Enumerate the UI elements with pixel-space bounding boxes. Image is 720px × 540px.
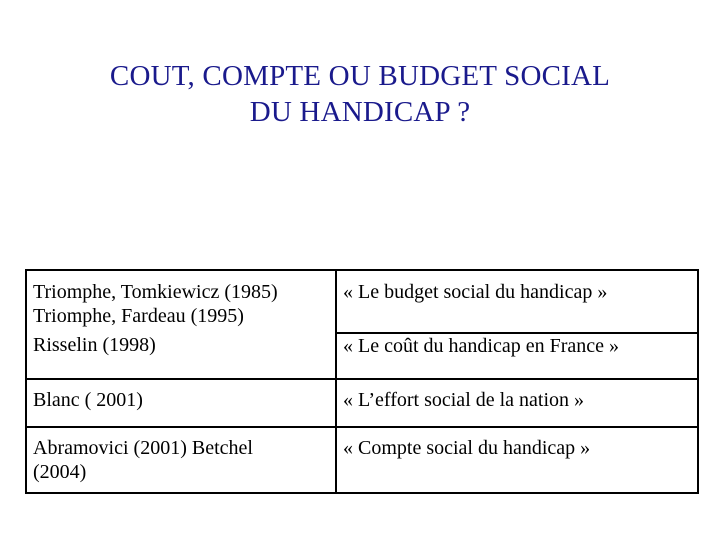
authors-cell <box>26 427 336 493</box>
author-line: Blanc ( 2001) <box>33 389 143 411</box>
report-title-cell: « Le coût du handicap en France » <box>336 333 698 379</box>
table-row <box>26 427 698 493</box>
author-line: Triomphe, Fardeau (1995) <box>33 305 244 327</box>
slide-title-line-1: COUT, COMPTE OU BUDGET SOCIAL <box>109 60 611 92</box>
authors-cell <box>26 333 336 379</box>
author-line: Abramovici (2001) Betchel <box>33 437 253 459</box>
author-line: Risselin (1998) <box>33 334 156 356</box>
author-line: (2004) <box>33 461 87 483</box>
table-row <box>26 333 698 379</box>
slide-title-line-2: DU HANDICAP ? <box>249 96 471 128</box>
table-row <box>26 379 698 427</box>
report-title-cell: « Compte social du handicap » <box>336 427 698 493</box>
authors-cell <box>26 270 336 333</box>
references-table <box>25 269 699 494</box>
slide-title <box>0 58 720 130</box>
authors-cell <box>26 379 336 427</box>
report-title-cell: « L’effort social de la nation » <box>336 379 698 427</box>
report-title-cell: « Le budget social du handicap » <box>336 270 698 333</box>
table-row <box>26 270 698 333</box>
author-line: Triomphe, Tomkiewicz (1985) <box>33 281 278 303</box>
